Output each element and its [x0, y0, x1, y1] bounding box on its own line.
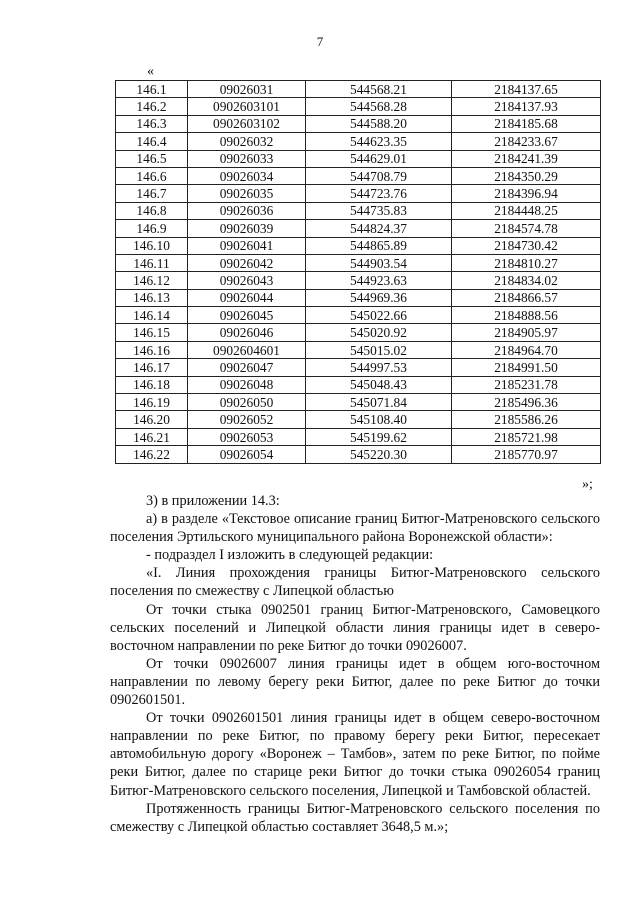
- table-row: [116, 220, 601, 237]
- table-row: [116, 115, 601, 132]
- table-cell: 146.4: [116, 133, 188, 150]
- table-cell: 146.7: [116, 185, 188, 202]
- table-cell: 09026045: [188, 307, 306, 324]
- table-cell: 2184137.65: [452, 81, 601, 98]
- table-cell: 146.10: [116, 237, 188, 254]
- table-cell: 09026032: [188, 133, 306, 150]
- table-cell: 544865.89: [306, 237, 452, 254]
- table-cell: 2184448.25: [452, 202, 601, 219]
- table-cell: 146.11: [116, 254, 188, 271]
- table-cell: 2184350.29: [452, 167, 601, 184]
- table-cell: 0902603101: [188, 98, 306, 115]
- table-row: [116, 272, 601, 289]
- table-cell: 09026043: [188, 272, 306, 289]
- table-cell: 544824.37: [306, 220, 452, 237]
- table-cell: 146.20: [116, 411, 188, 428]
- table-cell: 09026044: [188, 289, 306, 306]
- table-cell: 2185770.97: [452, 446, 601, 463]
- table-cell: 2185231.78: [452, 376, 601, 393]
- table-row: [116, 185, 601, 202]
- table-cell: 146.6: [116, 167, 188, 184]
- table-cell: 544969.36: [306, 289, 452, 306]
- table-cell: 2184241.39: [452, 150, 601, 167]
- table-row: [116, 98, 601, 115]
- table-row: [116, 307, 601, 324]
- table-open-quote: «: [147, 64, 154, 79]
- table-cell: 544588.20: [306, 115, 452, 132]
- table-row: [116, 411, 601, 428]
- table-cell: 146.17: [116, 359, 188, 376]
- table-cell: 146.22: [116, 446, 188, 463]
- table-cell: 09026036: [188, 202, 306, 219]
- table-cell: 2184137.93: [452, 98, 601, 115]
- table-cell: 544923.63: [306, 272, 452, 289]
- table-cell: 09026047: [188, 359, 306, 376]
- paragraph: От точки стыка 0902501 границ Битюг-Матреновского, Самовецкого сельских поселений и Липецкой области линия границы идет в северо-восточном направлении по реке Битюг до точки 09026007.: [110, 601, 600, 654]
- paragraph: Протяженность границы Битюг-Матреновского сельского поселения по смежеству с Липецкой областью составляет 3648,5 м.»;: [110, 800, 600, 835]
- table-cell: 544735.83: [306, 202, 452, 219]
- table-row: [116, 428, 601, 445]
- table-cell: 2184964.70: [452, 341, 601, 358]
- table-cell: 09026052: [188, 411, 306, 428]
- table-cell: 544903.54: [306, 254, 452, 271]
- paragraph: «I. Линия прохождения границы Битюг-Матреновского сельского поселения по смежеству с Липецкой областью: [110, 565, 600, 600]
- table-cell: 2184866.57: [452, 289, 601, 306]
- table-cell: 146.3: [116, 115, 188, 132]
- table-cell: 09026042: [188, 254, 306, 271]
- table-cell: 146.8: [116, 202, 188, 219]
- table-cell: 146.1: [116, 81, 188, 98]
- table-cell: 544723.76: [306, 185, 452, 202]
- table-row: [116, 324, 601, 341]
- table-cell: 545108.40: [306, 411, 452, 428]
- paragraph: От точки 09026007 линия границы идет в общем юго-восточном направлении по левому берегу реки Битюг, далее по реке Битюг до точки 0902601501.: [110, 655, 600, 709]
- table-cell: 544568.28: [306, 98, 452, 115]
- table-cell: 146.16: [116, 341, 188, 358]
- table-cell: 146.12: [116, 272, 188, 289]
- table-cell: 2185721.98: [452, 428, 601, 445]
- table-row: [116, 81, 601, 98]
- page-number: 7: [316, 34, 324, 49]
- table-cell: 146.9: [116, 220, 188, 237]
- table-cell: 09026041: [188, 237, 306, 254]
- table-cell: 146.13: [116, 289, 188, 306]
- table-cell: 146.5: [116, 150, 188, 167]
- table-cell: 2184810.27: [452, 254, 601, 271]
- table-cell: 2184905.97: [452, 324, 601, 341]
- paragraph: - подраздел I изложить в следующей редакции:: [146, 547, 434, 564]
- table-cell: 146.18: [116, 376, 188, 393]
- table-cell: 2184185.68: [452, 115, 601, 132]
- table-row: [116, 289, 601, 306]
- table-cell: 2185496.36: [452, 394, 601, 411]
- table-cell: 2184574.78: [452, 220, 601, 237]
- table-cell: 544997.53: [306, 359, 452, 376]
- table-cell: 0902604601: [188, 341, 306, 358]
- table-cell: 09026033: [188, 150, 306, 167]
- table-cell: 146.14: [116, 307, 188, 324]
- table-cell: 545220.30: [306, 446, 452, 463]
- table-cell: 146.21: [116, 428, 188, 445]
- table-row: [116, 150, 601, 167]
- table-cell: 09026039: [188, 220, 306, 237]
- table-cell: 2184396.94: [452, 185, 601, 202]
- table-row: [116, 376, 601, 393]
- table-cell: 09026048: [188, 376, 306, 393]
- table-close-quote: »;: [582, 477, 593, 492]
- table-row: [116, 254, 601, 271]
- table-cell: 09026050: [188, 394, 306, 411]
- table-cell: 09026053: [188, 428, 306, 445]
- table-cell: 2184991.50: [452, 359, 601, 376]
- table-row: [116, 202, 601, 219]
- table-cell: 545071.84: [306, 394, 452, 411]
- table-row: [116, 237, 601, 254]
- table-cell: 545015.02: [306, 341, 452, 358]
- table-cell: 146.2: [116, 98, 188, 115]
- table-row: [116, 341, 601, 358]
- table-cell: 545020.92: [306, 324, 452, 341]
- table-cell: 545199.62: [306, 428, 452, 445]
- table-cell: 544629.01: [306, 150, 452, 167]
- table-cell: 2185586.26: [452, 411, 601, 428]
- table-cell: 2184888.56: [452, 307, 601, 324]
- table-cell: 0902603102: [188, 115, 306, 132]
- table-cell: 09026035: [188, 185, 306, 202]
- table-row: [116, 446, 601, 463]
- table-cell: 2184233.67: [452, 133, 601, 150]
- table-cell: 544568.21: [306, 81, 452, 98]
- table-cell: 09026031: [188, 81, 306, 98]
- table-row: [116, 167, 601, 184]
- coordinates-table: [115, 80, 601, 464]
- table-cell: 146.15: [116, 324, 188, 341]
- paragraph: От точки 0902601501 линия границы идет в общем северо-восточном направлении по реке Битюг, по правому берегу реки Битюг, пересекает автомобильную дорогу «Воронеж – Тамбов», затем по реке Битюг, по пойме реки Битюг, далее по старице реки Битюг до точки стыка 09026054 границ Битюг-Матреновского сельского поселения, Липецкой и Тамбовской областей.: [110, 710, 600, 799]
- paragraph: а) в разделе «Текстовое описание границ Битюг-Матреновского сельского поселения Эртильского муниципального района Воронежской области»:: [110, 511, 600, 546]
- table-cell: 544623.35: [306, 133, 452, 150]
- table-cell: 544708.79: [306, 167, 452, 184]
- table-cell: 146.19: [116, 394, 188, 411]
- table-row: [116, 359, 601, 376]
- body-text: [110, 492, 600, 836]
- table-row: [116, 133, 601, 150]
- table-cell: 2184834.02: [452, 272, 601, 289]
- table-cell: 545022.66: [306, 307, 452, 324]
- table-cell: 09026034: [188, 167, 306, 184]
- table-cell: 09026054: [188, 446, 306, 463]
- table-cell: 545048.43: [306, 376, 452, 393]
- paragraph: 3) в приложении 14.3:: [146, 493, 280, 509]
- table-cell: 2184730.42: [452, 237, 601, 254]
- table-cell: 09026046: [188, 324, 306, 341]
- table-row: [116, 394, 601, 411]
